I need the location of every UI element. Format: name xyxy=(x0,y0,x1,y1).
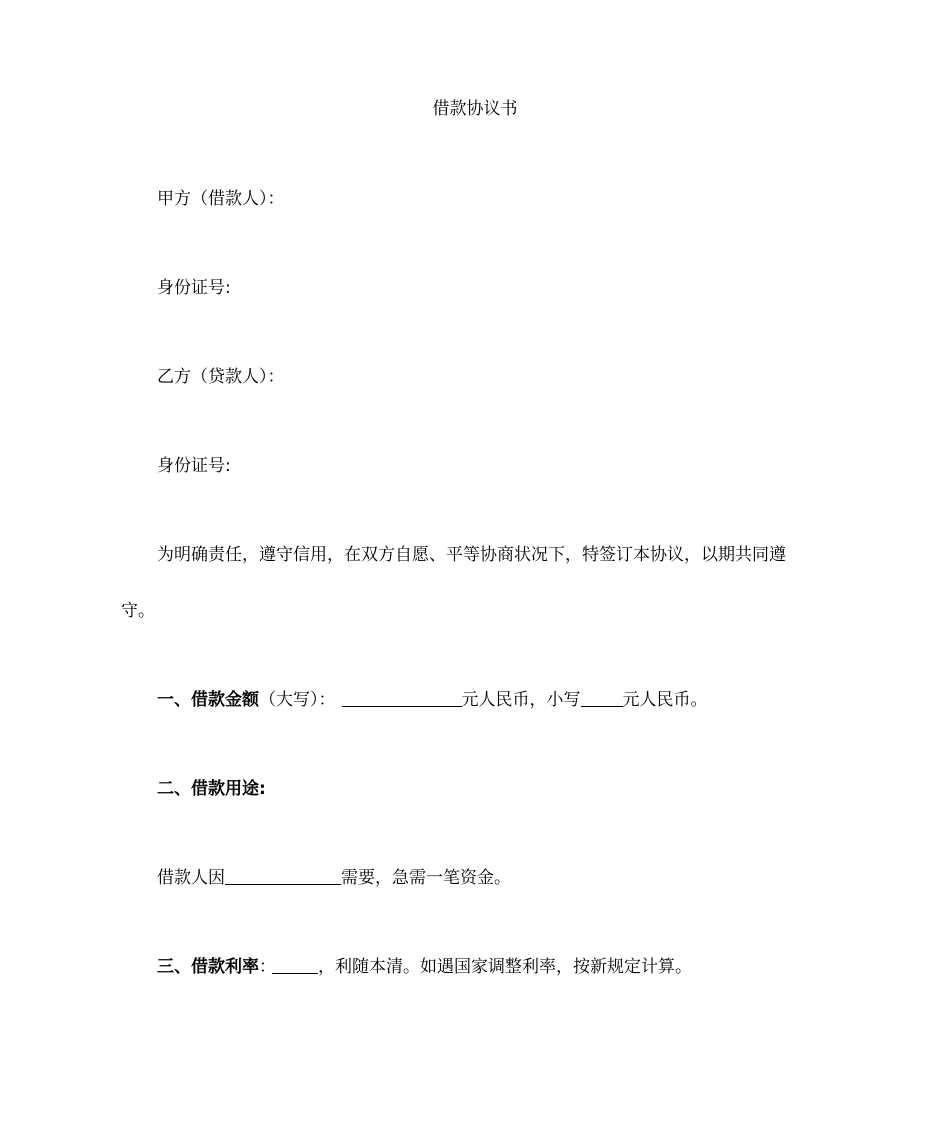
preamble-line-1: 为明确责任，遵守信用，在双方自愿、平等协商状况下，特签订本协议，以期共同遵 xyxy=(157,545,786,565)
section-1-heading: 一、借款金额 xyxy=(157,690,259,710)
section-2-text-a: 借款人因 xyxy=(157,868,225,888)
section-3-rate xyxy=(157,955,692,979)
amount-uppercase-blank[interactable] xyxy=(342,688,462,707)
party-b-id-label: 身份证号: xyxy=(157,456,231,476)
section-1-text-b: 元人民币，小写 xyxy=(461,690,581,710)
section-2-purpose xyxy=(157,866,511,890)
section-1-text-c: 元人民币。 xyxy=(622,690,708,710)
section-2-text-b: 需要，急需一笔资金。 xyxy=(341,868,511,888)
document-title: 借款协议书 xyxy=(432,99,518,119)
party-a-label: 甲方（借款人）： xyxy=(157,189,285,209)
party-a-id-label: 身份证号: xyxy=(157,278,231,298)
section-2-heading: 二、借款用途: xyxy=(157,779,266,799)
purpose-blank[interactable] xyxy=(225,866,341,885)
rate-blank[interactable] xyxy=(272,955,318,974)
section-3-text-a: ： xyxy=(259,957,276,977)
section-3-text-b: ，利随本清。如遇国家调整利率，按新规定计算。 xyxy=(318,957,692,977)
amount-lowercase-blank[interactable] xyxy=(581,688,623,707)
section-3-heading: 三、借款利率 xyxy=(157,957,259,977)
section-1-text-a: （大写）： xyxy=(259,690,336,710)
party-b-label: 乙方（贷款人）： xyxy=(157,367,285,387)
preamble-line-2: 守。 xyxy=(121,601,155,621)
section-1-amount xyxy=(157,688,708,712)
